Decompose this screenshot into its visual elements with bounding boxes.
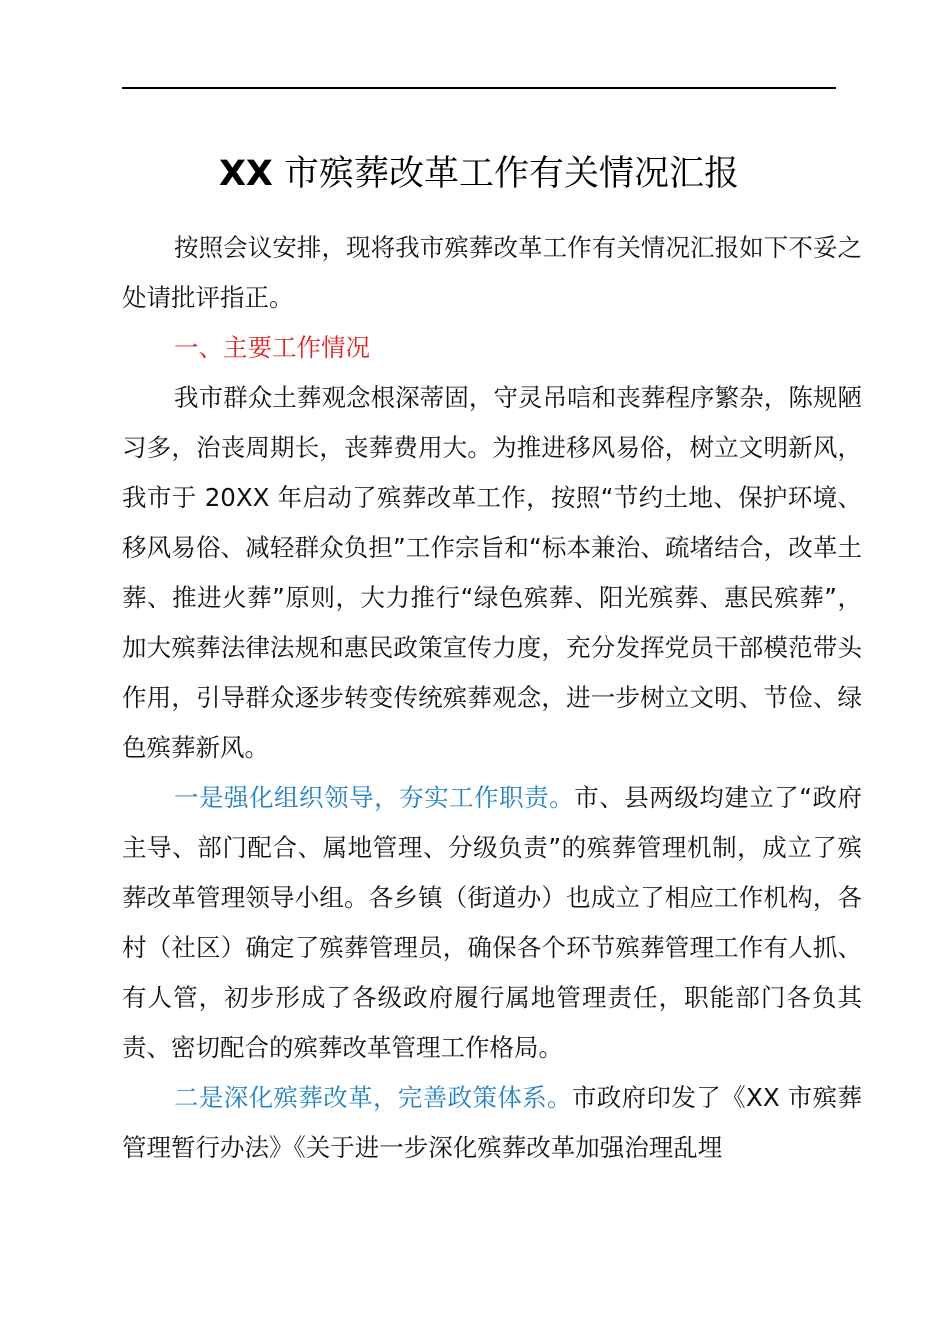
point-one-lead: 一是强化组织领导，夯实工作职责。	[174, 783, 575, 812]
point-one-text: 市、县两级均建立了“政府主导、部门配合、属地管理、分级负责”的殡葬管理机制，成立了殡葬改革管理领导小组。各乡镇（街道办）也成立了相应工作机构，各村（社区）确定了殡葬管理员，确保各个环节殡葬管理工作有人抓、有人管，初步形成了各级政府履行属地管理责任，职能部门各负其责、密切配合的殡葬改革管理工作格局。	[122, 783, 863, 1062]
title-prefix: XX	[218, 154, 273, 194]
page-title	[122, 148, 836, 200]
point-two-text: 市政府印发了《XX 市殡葬管理暂行办法》《关于进一步深化殡葬改革加强治理乱埋	[122, 1083, 863, 1162]
header-rule	[122, 87, 836, 89]
point-one-paragraph	[122, 773, 862, 1073]
point-two-lead: 二是深化殡葬改革，完善政策体系。	[174, 1083, 572, 1112]
document-body	[122, 223, 862, 1173]
section-heading-text: 一、主要工作情况	[174, 333, 370, 362]
section-heading	[122, 323, 862, 373]
intro-paragraph: 按照会议安排，现将我市殡葬改革工作有关情况汇报如下不妥之处请批评指正。	[122, 233, 862, 312]
point-two-paragraph	[122, 1073, 862, 1173]
title-text: 市殡葬改革工作有关情况汇报	[272, 154, 740, 194]
section-paragraph: 我市群众土葬观念根深蒂固，守灵吊唁和丧葬程序繁杂，陈规陋习多，治丧周期长，丧葬费用大。为推进移风易俗，树立文明新风，我市于 20XX 年启动了殡葬改革工作，按照“节约土地、保护环境、移风易俗、减轻群众负担”工作宗旨和“标本兼治、疏堵结合，改革土葬、推进火葬”原则，大力推行“绿色殡葬、阳光殡葬、惠民殡葬”，加大殡葬法律法规和惠民政策宣传力度，充分发挥党员干部模范带头作用，引导群众逐步转变传统殡葬观念，进一步树立文明、节俭、绿色殡葬新风。	[122, 383, 862, 762]
